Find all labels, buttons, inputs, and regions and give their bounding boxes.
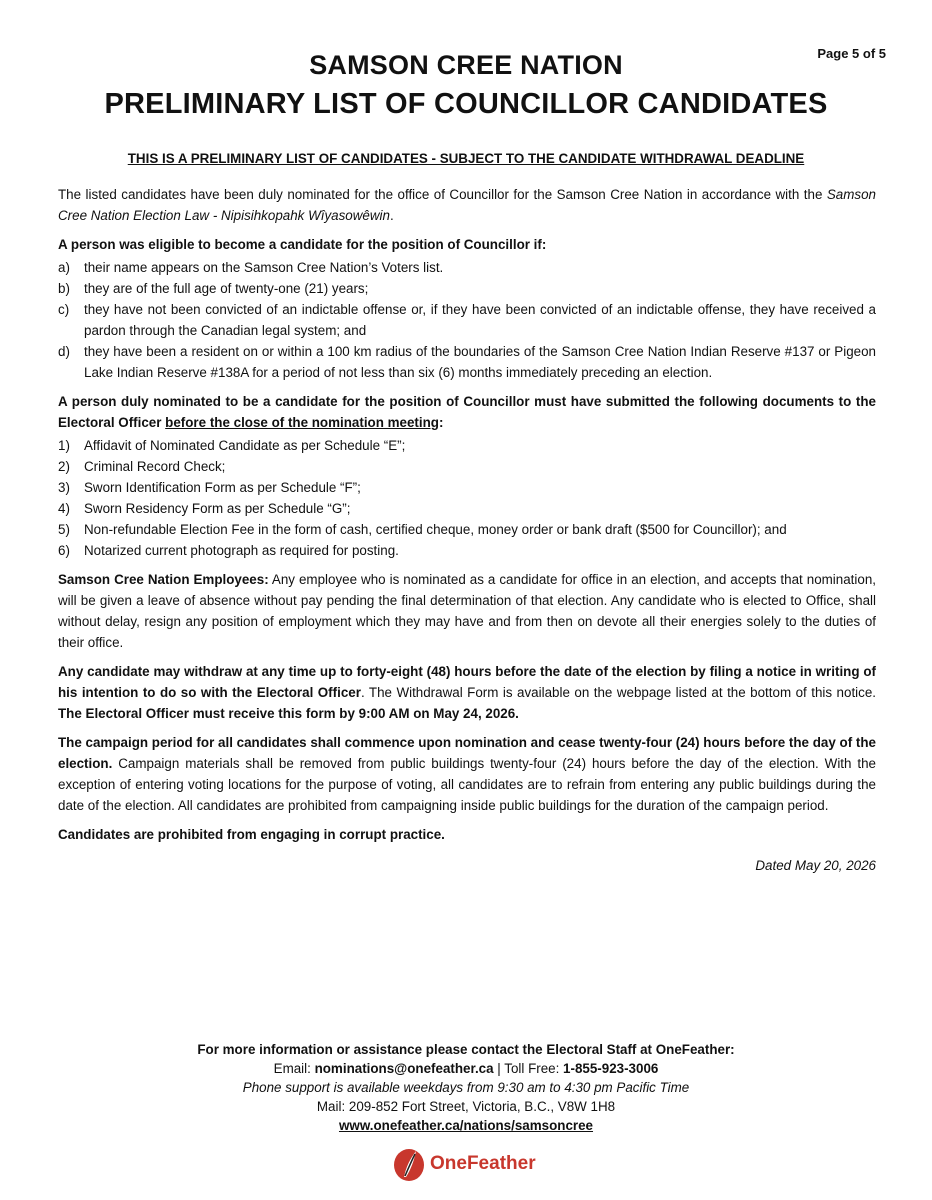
- email-label: Email:: [273, 1061, 315, 1076]
- eligibility-heading: A person was eligible to become a candidate for the position of Councillor if:: [58, 237, 547, 252]
- contact-email-phone: [0, 1059, 932, 1078]
- list-item: [58, 341, 876, 383]
- withdrawal-deadline: The Electoral Officer must receive this form by 9:00 AM on May 24, 2026.: [58, 706, 519, 721]
- intro-end: .: [389, 208, 394, 223]
- campaign-rule: The campaign period for all candidates shall commence upon nomination and cease twenty-four (24) hours before the day of the election.: [58, 735, 876, 771]
- list-item-text: they are of the full age of twenty-one (21) years;: [84, 281, 369, 296]
- list-item-text: Sworn Residency Form as per Schedule “G”;: [84, 501, 351, 516]
- contact-footer: [0, 1040, 932, 1135]
- campaign-text: Campaign materials shall be removed from public buildings twenty-four (24) hours before the day of the election. With the exception of entering voting locations for the purpose of voting, all candidates are to refrain from entering any public buildings during the date of the election. All candidates are prohibited from campaigning inside public buildings for the duration of the campaign period.: [58, 756, 876, 813]
- documents-heading-end: :: [438, 415, 444, 430]
- toll-free-label: | Toll Free:: [493, 1061, 564, 1076]
- list-item-text: Affidavit of Nominated Candidate as per Schedule “E”;: [84, 438, 406, 453]
- employees-label: Samson Cree Nation Employees:: [58, 572, 269, 587]
- list-item: [58, 456, 876, 477]
- list-marker: 4): [58, 501, 70, 516]
- list-marker: d): [58, 344, 70, 359]
- withdrawal-paragraph: [58, 661, 876, 724]
- documents-deadline: before the close of the nomination meeting: [165, 415, 439, 430]
- phone-hours: Phone support is available weekdays from 9:30 am to 4:30 pm Pacific Time: [242, 1080, 690, 1095]
- document-subtitle-title: PRELIMINARY LIST OF COUNCILLOR CANDIDATES: [104, 88, 828, 120]
- list-marker: 1): [58, 438, 70, 453]
- campaign-paragraph: [58, 732, 876, 816]
- website-link[interactable]: www.onefeather.ca/nations/samsoncree: [338, 1118, 594, 1133]
- contact-heading: For more information or assistance please contact the Electoral Staff at OneFeather:: [197, 1042, 735, 1057]
- employees-text: Any employee who is nominated as a candidate for office in an election, and accepts that nomination, will be given a leave of absence without pay pending the final determination of that election. Any candidate who is elected to Office, shall without delay, resign any position of employment which they may have and from then on devote all their energies solely to the duties of their office.: [58, 572, 876, 650]
- list-marker: 6): [58, 543, 70, 558]
- list-marker: 2): [58, 459, 70, 474]
- list-item: [58, 435, 876, 456]
- dated-line: Dated May 20, 2026: [755, 858, 876, 873]
- document-title: SAMSON CREE NATION: [309, 50, 623, 80]
- list-marker: 3): [58, 480, 70, 495]
- list-item: [58, 540, 876, 561]
- intro-text: The listed candidates have been duly nominated for the office of Councillor for the Samson Cree Nation in accordance with the: [58, 187, 827, 202]
- list-item: [58, 257, 876, 278]
- logo-text: OneFeather: [430, 1153, 536, 1174]
- list-item-text: Non-refundable Election Fee in the form of cash, certified cheque, money order or bank draft ($500 for Councillor); and: [84, 522, 787, 537]
- document-body: [58, 184, 876, 884]
- intro-paragraph: [58, 184, 876, 226]
- list-item-text: they have been a resident on or within a 100 km radius of the boundaries of the Samson Cree Nation Indian Reserve #137 or Pigeon Lake Indian Reserve #138A for a period of not less than six (6) months immediately preceding an election.: [84, 344, 876, 380]
- documents-list: [58, 435, 876, 561]
- preliminary-notice-heading: THIS IS A PRELIMINARY LIST OF CANDIDATES - SUBJECT TO THE CANDIDATE WITHDRAWAL DEADLINE: [127, 151, 805, 166]
- mail-address: Mail: 209-852 Fort Street, Victoria, B.C., V8W 1H8: [316, 1099, 616, 1114]
- list-marker: a): [58, 260, 70, 275]
- list-marker: 5): [58, 522, 70, 537]
- list-item-text: Criminal Record Check;: [84, 459, 226, 474]
- phone-number[interactable]: 1-855-923-3006: [563, 1061, 659, 1076]
- onefeather-logo: [392, 1145, 536, 1183]
- list-item: [58, 498, 876, 519]
- list-item: [58, 278, 876, 299]
- documents-heading: [58, 391, 876, 433]
- corrupt-practice-notice: Candidates are prohibited from engaging in corrupt practice.: [58, 827, 445, 842]
- withdrawal-rule: Any candidate may withdraw at any time up to forty-eight (48) hours before the date of the election by filing a notice in writing of his intention to do so with the Electoral Officer: [58, 664, 876, 700]
- page-number: Page 5 of 5: [817, 46, 886, 61]
- law-name: Samson Cree Nation Election Law - Nipisihkopahk Wîyasowêwin: [58, 187, 876, 223]
- withdrawal-text: . The Withdrawal Form is available on the webpage listed at the bottom of this notice.: [360, 685, 877, 700]
- email-link[interactable]: nominations@onefeather.ca: [314, 1061, 494, 1076]
- documents-heading-text: A person duly nominated to be a candidate for the position of Councillor must have submitted the following documents to the Electoral Officer: [58, 394, 876, 430]
- employees-paragraph: [58, 569, 876, 653]
- list-item-text: their name appears on the Samson Cree Nation’s Voters list.: [84, 260, 444, 275]
- eligibility-list: [58, 257, 876, 383]
- list-item-text: Notarized current photograph as required for posting.: [84, 543, 399, 558]
- list-marker: b): [58, 281, 70, 296]
- list-marker: c): [58, 302, 70, 317]
- list-item: [58, 299, 876, 341]
- list-item-text: they have not been convicted of an indictable offense or, if they have been convicted of an indictable offense, they have received a pardon through the Canadian legal system; and: [84, 302, 876, 338]
- feather-icon: [392, 1145, 426, 1183]
- list-item: [58, 519, 876, 540]
- list-item: [58, 477, 876, 498]
- list-item-text: Sworn Identification Form as per Schedule “F”;: [84, 480, 361, 495]
